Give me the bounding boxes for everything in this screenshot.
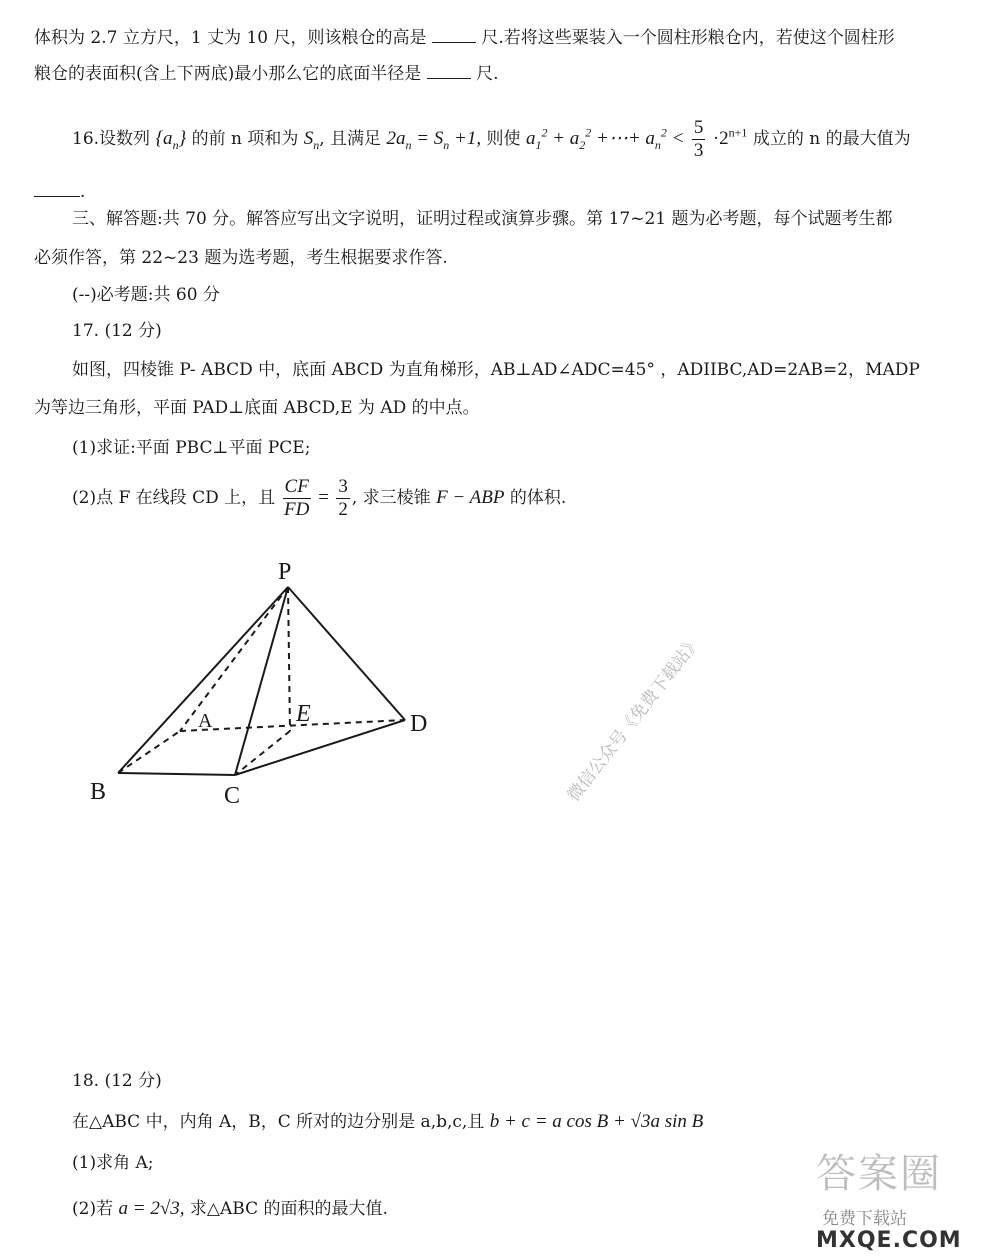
answer-blank [427, 62, 471, 79]
vertex-label-d: D [410, 711, 428, 737]
edge-bc [118, 773, 235, 775]
edge-cd [235, 720, 405, 775]
answer-blank [432, 26, 476, 43]
q17-header: 17. (12 分) [72, 321, 162, 341]
fraction-three-halves: $\frac{3}{2}$ [338, 476, 348, 520]
watermark-text: 微信公众号《免费下载站》 [563, 632, 706, 806]
logo-main-text: 答案圈 [816, 1151, 942, 1197]
vertex-label-a: A [198, 710, 213, 732]
q17-line1: 如图，四棱锥 P- ABCD 中，底面 ABCD 为直角梯形，AB⊥AD∠ADC=45° ，ADIIBC,AD=2AB=2，MADP [72, 360, 920, 380]
answer-blank [34, 180, 80, 197]
logo-sub-text: 免费下载站 [822, 1209, 907, 1229]
q18-sub2: (2)若 a = 2√3, 求△ABC 的面积的最大值. [72, 1198, 388, 1219]
q18-sub1: (1)求角 A; [72, 1153, 154, 1173]
recurrence-equation: $2a_n = S_n +1$, [386, 128, 482, 152]
fraction-cf-fd: $\frac{CF}{FD}$ [284, 476, 310, 520]
pyramid-figure [80, 555, 460, 815]
vertex-label-b: B [90, 779, 107, 805]
logo-url-text: MXQE.COM [816, 1228, 962, 1253]
q17-sub1: (1)求证:平面 PBC⊥平面 PCE; [72, 438, 311, 458]
q16-line1: 16.设数列 $\{a_n\}$ 的前 n 项和为 $S_n$, 且满足 $2a_n = S_n +1$, 则使 $a_1^2 + a_2^2$ +⋯+ $a_n^2$ < $\frac{5}{3}$ $\cdot 2^{n+1}$ 成立的 n 的最大值为 [72, 117, 911, 161]
q17-line2: 为等边三角形，平面 PAD⊥底面 ABCD,E 为 AD 的中点。 [34, 398, 480, 418]
section3-line2: 必须作答，第 22~23 题为选考题，考生根据要求作答. [34, 248, 448, 268]
q16-line2: . [34, 180, 85, 204]
q18-line1: 在△ABC 中，内角 A，B，C 所对的边分别是 a,b,c,且 b + c = a cos B + √3a sin B [72, 1111, 704, 1132]
site-logo [808, 1132, 988, 1252]
sn-symbol: $S_n$ [303, 128, 320, 152]
power-term: $\cdot 2^{n+1}$ [712, 125, 748, 149]
vertex-label-e: E [296, 701, 311, 727]
edge-ab [118, 731, 180, 773]
edge-pa [180, 587, 288, 731]
vertex-label-c: C [224, 783, 241, 809]
section3-line1: 三、解答题:共 70 分。解答应写出文字说明，证明过程或演算步骤。第 17~21 题为必考题，每个试题考生都 [72, 209, 893, 229]
q15-line2: 粮仓的表面积(含上下两底)最小那么它的底面半径是 尺. [34, 64, 499, 84]
sum-inequality: $a_1^2 + a_2^2$ +⋯+ $a_n^2$ < [525, 125, 685, 152]
q15-line1: 体积为 2.7 立方尺，1 丈为 10 尺，则该粮仓的高是 尺.若将这些粟装入一个圆柱形粮仓内，若使这个圆柱形 [34, 28, 895, 48]
fraction-five-thirds: $\frac{5}{3}$ [693, 117, 704, 161]
edge-pe [288, 587, 290, 731]
q18-header: 18. (12 分) [72, 1071, 162, 1091]
section3-part1: (--)必考题:共 60 分 [72, 285, 220, 305]
edge-ec [235, 731, 290, 775]
vertex-label-p: P [278, 559, 292, 585]
sequence-symbol: $\{a_n\}$ [155, 128, 187, 152]
q17-sub2: (2)点 F 在线段 CD 上，且 $\frac{CF}{FD}$ = $\frac{3}{2}$ , 求三棱锥 F − ABP 的体积. [72, 476, 567, 520]
edge-ad [180, 720, 405, 731]
